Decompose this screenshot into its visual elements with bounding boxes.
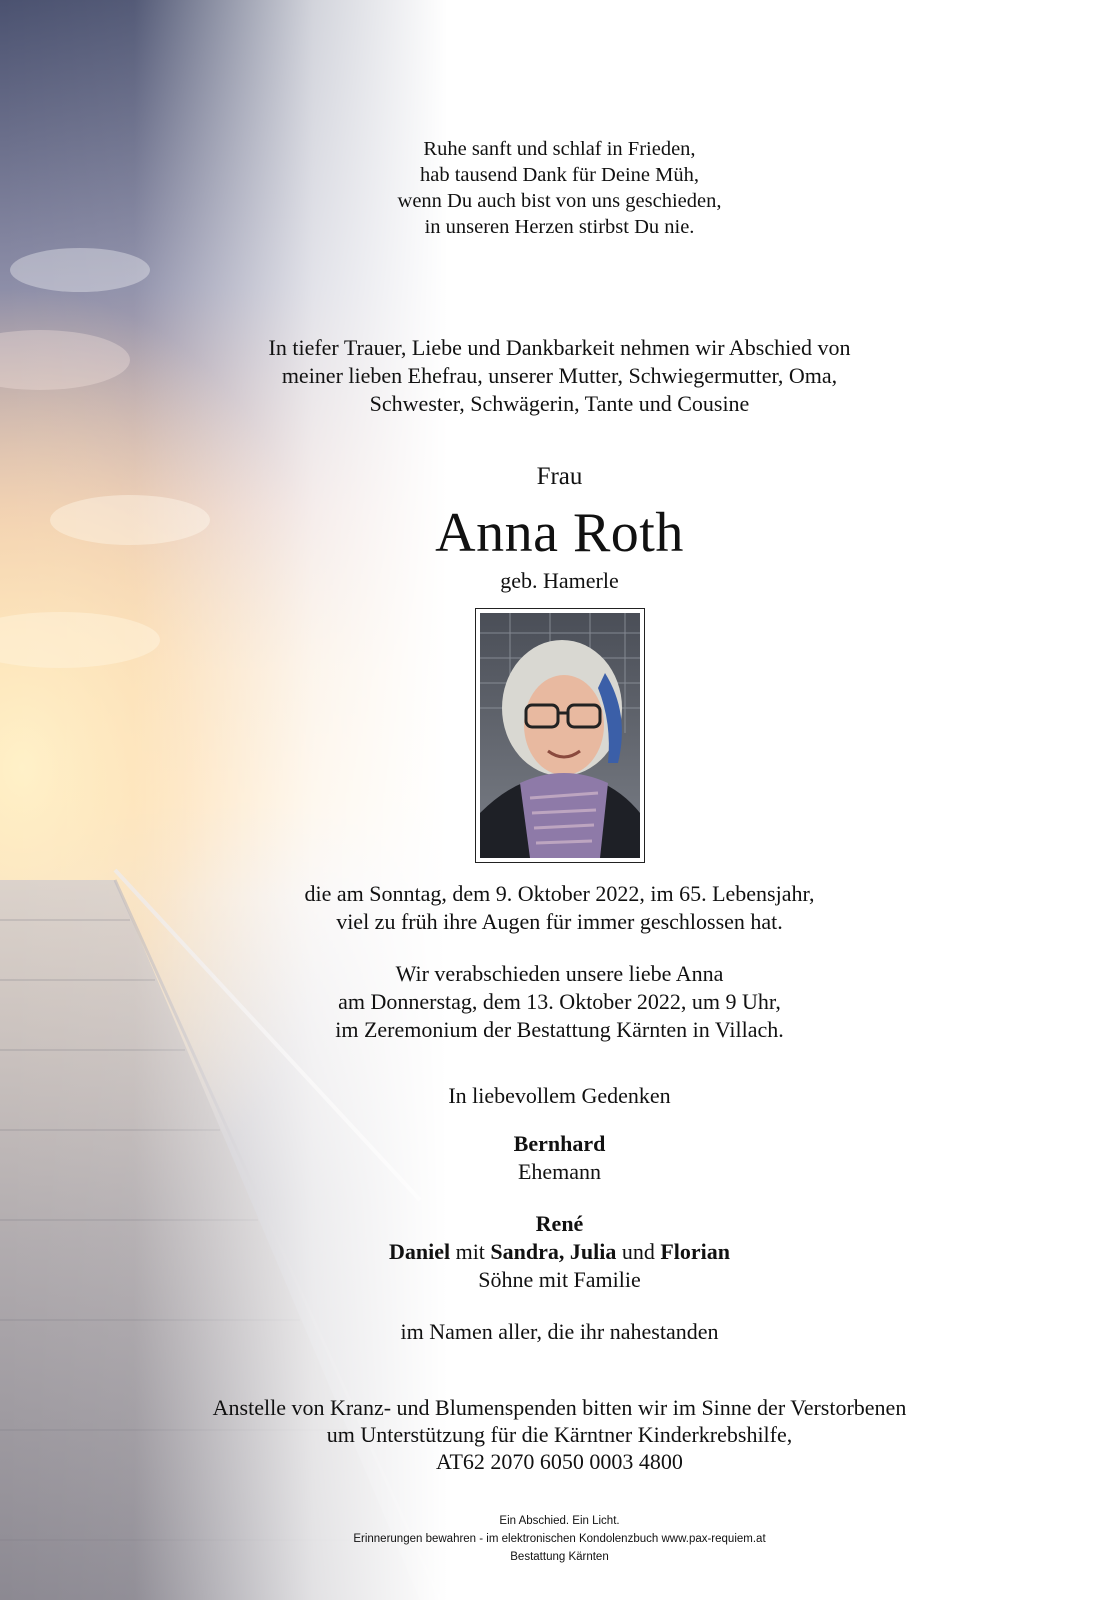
donation-iban: AT62 2070 6050 0003 4800 (436, 1449, 683, 1474)
footer-undertaker: Bestattung Kärnten (510, 1551, 609, 1563)
funeral-line: im Zeremonium der Bestattung Kärnten in Villach. (335, 1017, 784, 1042)
footer-condolence-link[interactable]: Erinnerungen bewahren - im elektronischen Kondolenzbuch www.pax-requiem.at (353, 1533, 766, 1545)
connector-und: und (621, 1239, 655, 1264)
footer-slogan: Ein Abschied. Ein Licht. (499, 1515, 620, 1527)
grandchild-name: Florian (660, 1239, 731, 1264)
sons-entry (0, 1210, 1119, 1294)
funeral-line: am Donnerstag, dem 13. Oktober 2022, um 9 Uhr, (338, 989, 781, 1014)
portrait-photo (475, 608, 645, 863)
memory-line: In liebevollem Gedenken (448, 1083, 671, 1108)
footer (0, 1512, 1119, 1566)
husband-name: Bernhard (513, 1131, 606, 1156)
birth-name: geb. Hamerle (500, 568, 619, 593)
donation-line: Anstelle von Kranz- und Blumenspenden bitten wir im Sinne der Verstorbenen (212, 1395, 907, 1420)
deceased-name: Anna Roth (435, 502, 684, 564)
poem-line: wenn Du auch bist von uns geschieden, (397, 190, 722, 212)
poem-line: Ruhe sanft und schlaf in Frieden, (423, 138, 696, 160)
death-notice (0, 880, 1119, 936)
son-name-daniel: Daniel (388, 1239, 451, 1264)
intro-line: meiner lieben Ehefrau, unserer Mutter, Schwiegermutter, Oma, (281, 363, 838, 388)
poem-line: in unseren Herzen stirbst Du nie. (424, 216, 695, 238)
husband-role: Ehemann (517, 1159, 602, 1184)
donation-request (0, 1394, 1119, 1475)
husband-entry (0, 1130, 1119, 1186)
intro-text (0, 334, 1119, 418)
son-daniel-family (0, 1238, 1119, 1266)
behalf-line: im Namen aller, die ihr nahestanden (400, 1319, 719, 1344)
donation-line: um Unterstützung für die Kärntner Kinderkrebshilfe, (326, 1422, 793, 1447)
sons-role: Söhne mit Familie (478, 1267, 641, 1292)
funeral-notice (0, 960, 1119, 1044)
partner-names: Sandra, Julia (490, 1239, 617, 1264)
poem (0, 136, 1119, 240)
intro-line: Schwester, Schwägerin, Tante und Cousine (369, 391, 750, 416)
connector-mit: mit (455, 1239, 485, 1264)
son-name-rene: René (535, 1211, 584, 1236)
portrait-image (480, 613, 640, 858)
death-notice-line: die am Sonntag, dem 9. Oktober 2022, im 65. Lebensjahr, (304, 881, 815, 906)
funeral-line: Wir verabschieden unsere liebe Anna (395, 961, 724, 986)
poem-line: hab tausend Dank für Deine Müh, (420, 164, 699, 186)
death-notice-line: viel zu früh ihre Augen für immer geschlossen hat. (336, 909, 783, 934)
salutation: Frau (536, 463, 583, 490)
intro-line: In tiefer Trauer, Liebe und Dankbarkeit nehmen wir Abschied von (268, 335, 851, 360)
